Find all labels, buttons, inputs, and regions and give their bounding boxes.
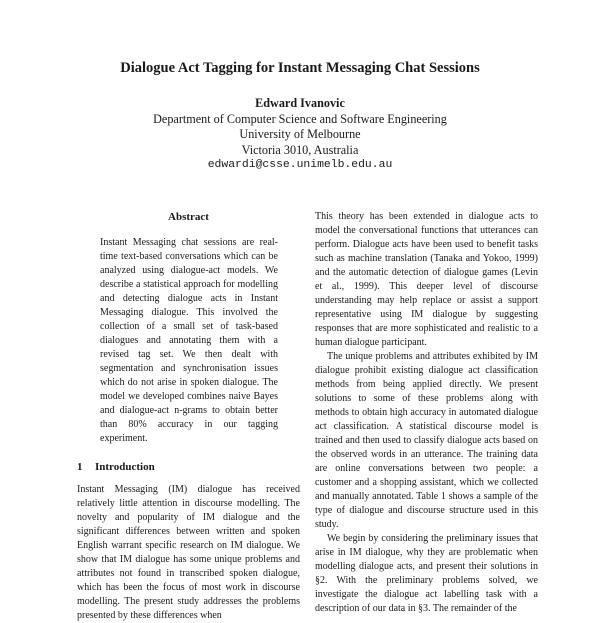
section-heading-introduction: [77, 460, 300, 474]
author-name: Edward Ivanovic: [255, 96, 345, 110]
right-paragraph-2: The unique problems and attributes exhibited by IM dialogue prohibit existing dialogue act classification methods from being applied directly. We present solutions to some of these problems along with methods to obtain high accuracy in automated dialogue act classification. A statistical discourse model is trained and then used to classify dialogue acts based on the observed words in an utterance. The training data are online conversations between two people: a customer and a shopping assistant, which we collected and manually annotated. Table 1 shows a sample of the type of dialogue and discourse structure used in this study.: [315, 351, 538, 530]
right-paragraph-1: This theory has been extended in dialogue acts to model the conversational functions that utterances can perform. Dialogue acts have been used to benefit tasks such as machine translation (Tanaka and Yokoo, 1999) and the automatic detection of dialogue games (Levin et al., 1999). This deeper level of discourse understanding may help replace or assist a support representative using IM dialogue by suggesting responses that are more sophisticated and realistic to a human dialogue participant.: [315, 211, 538, 348]
abstract-text: Instant Messaging chat sessions are real-time text-based conversations which can be analyzed using dialogue-act models. We describe a statistical approach for modelling and detecting dialogue acts in Instant Messaging dialogue. This involved the collection of a small set of task-based dialogues and annotating them with a revised tag set. We then dealt with segmentation and synchronisation issues which do not arise in spoken dialogue. The model we developed combines naive Bayes and dialogue-act n-grams to obtain better than 80% accuracy in our tagging experiment.: [100, 237, 278, 444]
right-paragraph-3: We begin by considering the preliminary issues that arise in IM dialogue, why they are problematic when modelling dialogue acts, and present their solutions in §2. With the preliminary problems solved, we investigate the dialogue act labelling task with a description of our data in §3. The remainder of the: [315, 533, 538, 614]
right-column: [315, 210, 538, 616]
left-column: [77, 210, 300, 623]
author-block: [0, 96, 600, 174]
author-department: Department of Computer Science and Software Engineering: [153, 111, 447, 126]
introduction-paragraph: Instant Messaging (IM) dialogue has received relatively little attention in discourse modelling. The novelty and popularity of IM dialogue and the significant differences between written and spoken English warrant specific research on IM dialogue. We show that IM dialogue has some unique problems and attributes not found in transcribed spoken dialogue, which has been the focus of most work in discourse modelling. The present study addresses the problems presented by these differences when: [77, 484, 300, 621]
section-title: Introduction: [95, 461, 155, 473]
paper-title: Dialogue Act Tagging for Instant Messaging Chat Sessions: [120, 60, 480, 76]
author-email: edwardi@csse.unimelb.edu.au: [207, 159, 393, 171]
abstract-heading: Abstract: [168, 211, 209, 223]
section-number: 1: [77, 461, 83, 473]
author-address: Victoria 3010, Australia: [241, 142, 359, 157]
author-university: University of Melbourne: [239, 127, 361, 141]
